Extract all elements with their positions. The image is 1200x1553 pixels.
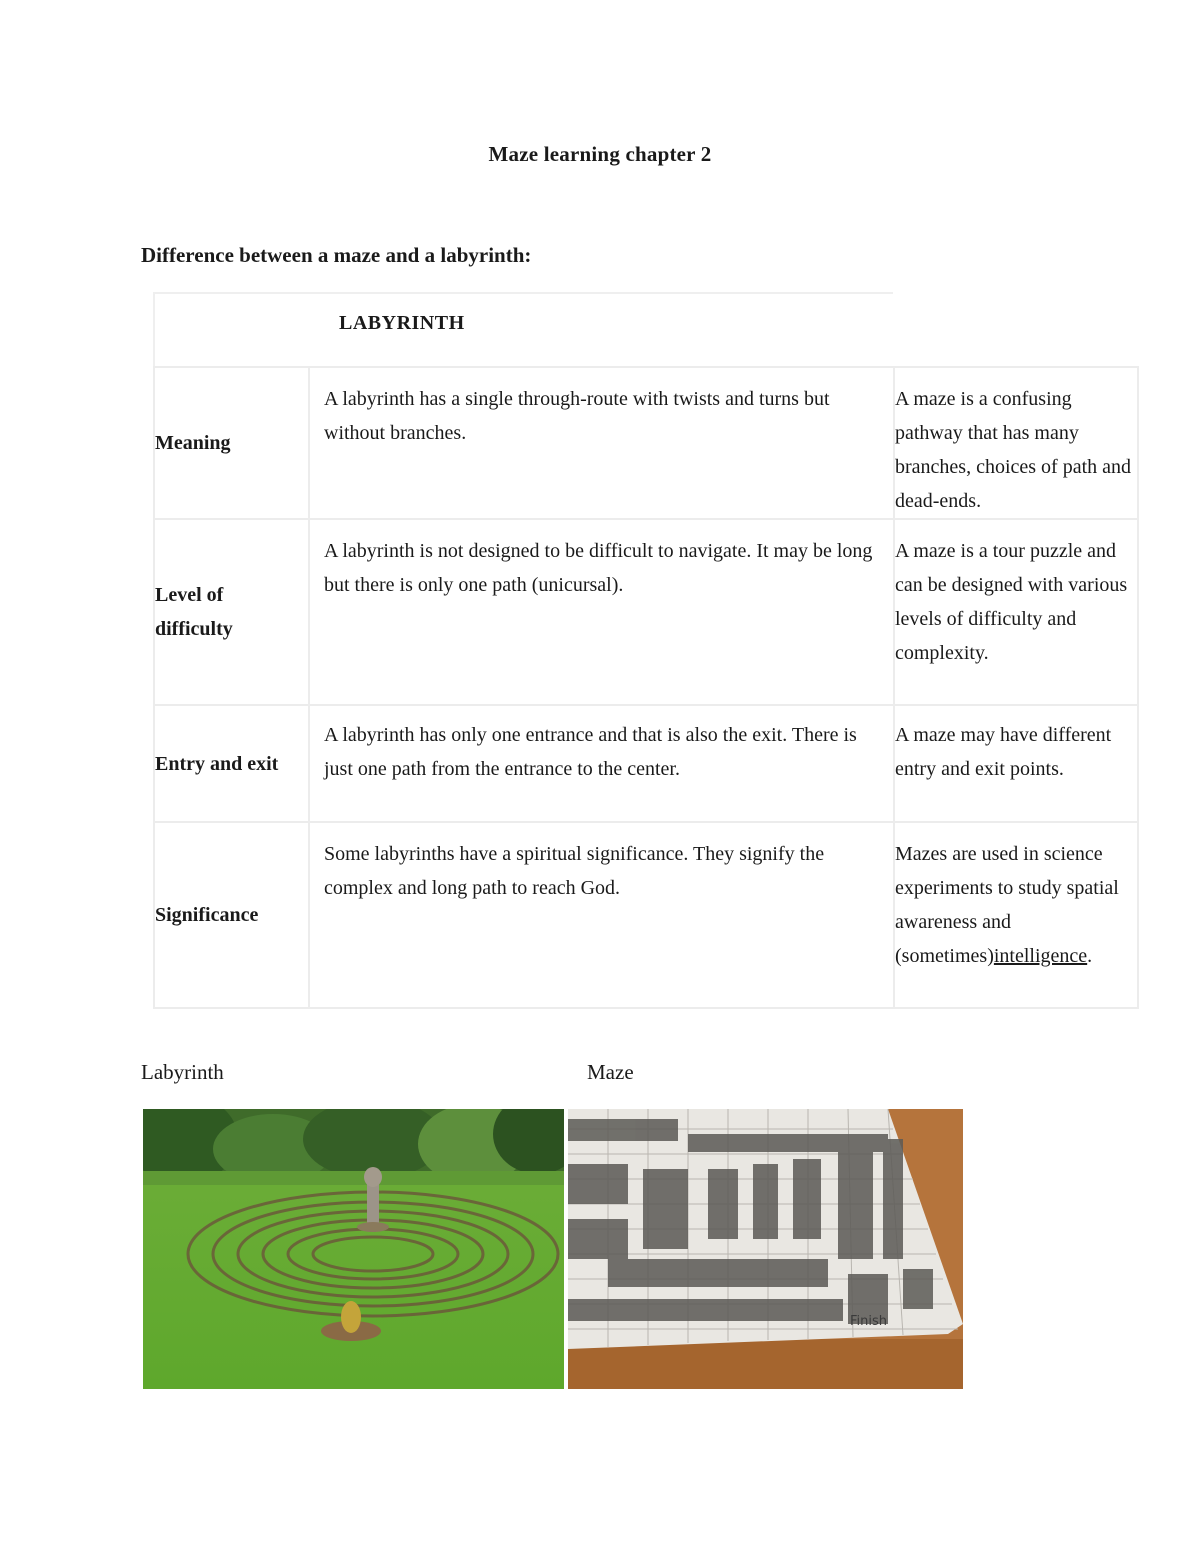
table-row-significance	[154, 822, 1138, 1008]
row-label-difficulty	[154, 519, 309, 705]
table-row-entry-exit	[154, 705, 1138, 822]
intelligence-link[interactable]: intelligence	[993, 945, 1088, 967]
labyrinth-significance-cell: Some labyrinths have a spiritual significance. They signify the complex and long path to reach God.	[309, 822, 894, 1008]
finish-label: Finish	[850, 1314, 888, 1329]
labyrinth-difficulty-cell: A labyrinth is not designed to be difficult to navigate. It may be long but there is only one path (unicursal).	[309, 519, 894, 705]
row-label-meaning: Meaning	[154, 367, 309, 519]
maze-caption: Maze	[587, 1060, 634, 1084]
table-row-difficulty	[154, 519, 1138, 705]
section-heading: Difference between a maze and a labyrinth:	[141, 243, 532, 267]
labyrinth-column-header: LABYRINTH	[339, 312, 465, 334]
document-title: Maze learning chapter 2	[488, 142, 712, 166]
comparison-table	[153, 292, 1135, 1009]
labyrinth-meaning-cell: A labyrinth has a single through-route with twists and turns but without branches.	[309, 367, 894, 519]
row-label-difficulty-line2: difficulty	[155, 618, 233, 640]
maze-meaning-cell: A maze is a confusing pathway that has many branches, choices of path and dead-ends.	[894, 367, 1138, 519]
labyrinth-entry-exit-cell: A labyrinth has only one entrance and that is also the exit. There is just one path from the entrance to the center.	[309, 705, 894, 822]
maze-significance-cell	[894, 822, 1138, 1008]
maze-photo	[568, 1109, 963, 1389]
maze-entry-exit-cell: A maze may have different entry and exit points.	[894, 705, 1138, 822]
table-header-row	[153, 292, 893, 366]
row-label-difficulty-line1: Level of	[155, 584, 224, 606]
row-label-significance: Significance	[154, 822, 309, 1008]
labyrinth-photo	[143, 1109, 564, 1389]
comparison-table-body	[153, 366, 1139, 1009]
row-label-entry-exit: Entry and exit	[154, 705, 309, 822]
maze-difficulty-cell: A maze is a tour puzzle and can be designed with various levels of difficulty and complexity.	[894, 519, 1138, 705]
maze-significance-text: Mazes are used in science experiments to study spatial awareness and (sometimes)	[895, 843, 1119, 967]
labyrinth-caption: Labyrinth	[141, 1060, 224, 1084]
maze-significance-suffix: .	[1087, 945, 1093, 967]
table-row-meaning	[154, 367, 1138, 519]
